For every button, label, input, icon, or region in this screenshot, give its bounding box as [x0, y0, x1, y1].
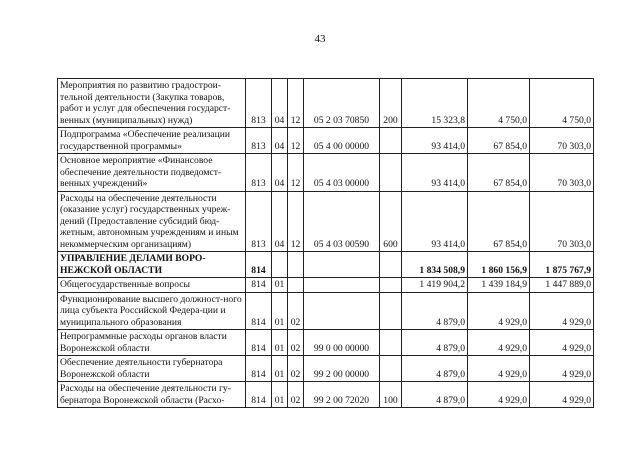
row-subsection-code: 12	[288, 128, 304, 154]
row-subsection-code: 02	[288, 356, 304, 382]
row-amount-year-1: 15 323,8	[402, 79, 468, 128]
row-name: Обеспечение деятельности губернатора Воронежской области	[58, 356, 246, 382]
row-target-article-code: 99 2 00 00000	[304, 356, 380, 382]
row-target-article-code	[304, 278, 380, 293]
table-row	[58, 278, 594, 293]
row-target-article-code: 05 4 03 00590	[304, 191, 380, 252]
row-name: Расходы на обеспечение деятельности (оказание услуг) государственных учреж-дений (Предоставление субсидий бюд-жетным, автономным учреждениям и иным некоммерческим организациям)	[58, 191, 246, 252]
table-row	[58, 330, 594, 356]
table-row	[58, 154, 594, 192]
row-name: Расходы на обеспечение деятельности гу-бернатора Воронежской области (Расхо-	[58, 382, 246, 408]
row-section-code: 01	[272, 278, 288, 293]
row-name: Подпрограмма «Обеспечение реализации государственной программы»	[58, 128, 246, 154]
row-amount-year-3: 4 929,0	[530, 292, 594, 330]
row-expense-type-code	[380, 128, 402, 154]
row-grbs-code: 814	[246, 252, 272, 278]
row-section-code: 01	[272, 292, 288, 330]
row-amount-year-2: 4 929,0	[468, 356, 530, 382]
row-subsection-code	[288, 252, 304, 278]
table-row	[58, 128, 594, 154]
row-subsection-code: 02	[288, 292, 304, 330]
row-expense-type-code	[380, 252, 402, 278]
row-grbs-code: 814	[246, 382, 272, 408]
row-subsection-code: 12	[288, 154, 304, 192]
row-amount-year-1: 1 419 904,2	[402, 278, 468, 293]
row-target-article-code	[304, 292, 380, 330]
row-amount-year-1: 93 414,0	[402, 191, 468, 252]
row-grbs-code: 813	[246, 191, 272, 252]
row-amount-year-3: 4 929,0	[530, 382, 594, 408]
row-amount-year-2: 1 860 156,9	[468, 252, 530, 278]
row-expense-type-code	[380, 356, 402, 382]
row-expense-type-code	[380, 292, 402, 330]
budget-table	[57, 78, 594, 408]
table-row	[58, 382, 594, 408]
row-amount-year-1: 93 414,0	[402, 128, 468, 154]
row-target-article-code: 99 2 00 72020	[304, 382, 380, 408]
row-grbs-code: 814	[246, 292, 272, 330]
row-subsection-code: 02	[288, 382, 304, 408]
row-expense-type-code: 600	[380, 191, 402, 252]
row-section-code: 04	[272, 191, 288, 252]
row-target-article-code: 05 4 03 00000	[304, 154, 380, 192]
table-row	[58, 356, 594, 382]
table-row	[58, 252, 594, 278]
row-amount-year-1: 4 879,0	[402, 292, 468, 330]
row-expense-type-code	[380, 278, 402, 293]
row-expense-type-code	[380, 330, 402, 356]
table-row	[58, 79, 594, 128]
row-subsection-code: 12	[288, 79, 304, 128]
row-amount-year-2: 67 854,0	[468, 128, 530, 154]
row-amount-year-3: 1 875 767,9	[530, 252, 594, 278]
row-target-article-code	[304, 252, 380, 278]
row-section-code: 01	[272, 330, 288, 356]
row-subsection-code: 12	[288, 191, 304, 252]
row-expense-type-code: 100	[380, 382, 402, 408]
page-number: 43	[314, 33, 326, 45]
row-target-article-code: 05 2 03 70850	[304, 79, 380, 128]
row-amount-year-2: 4 929,0	[468, 330, 530, 356]
row-amount-year-3: 70 303,0	[530, 128, 594, 154]
budget-table-body	[58, 79, 594, 408]
row-grbs-code: 813	[246, 128, 272, 154]
row-expense-type-code: 200	[380, 79, 402, 128]
row-grbs-code: 814	[246, 278, 272, 293]
row-section-code: 01	[272, 382, 288, 408]
row-amount-year-2: 1 439 184,9	[468, 278, 530, 293]
row-target-article-code: 99 0 00 00000	[304, 330, 380, 356]
row-amount-year-3: 70 303,0	[530, 154, 594, 192]
row-name: Непрограммные расходы органов власти Воронежской области	[58, 330, 246, 356]
row-amount-year-3: 4 750,0	[530, 79, 594, 128]
table-row	[58, 292, 594, 330]
row-amount-year-3: 1 447 889,0	[530, 278, 594, 293]
row-amount-year-1: 4 879,0	[402, 382, 468, 408]
row-name: Функционирование высшего должност-ного лица субъекта Российской Федера-ции и муниципального образования	[58, 292, 246, 330]
row-amount-year-2: 4 929,0	[468, 382, 530, 408]
row-subsection-code: 02	[288, 330, 304, 356]
row-expense-type-code	[380, 154, 402, 192]
row-section-code	[272, 252, 288, 278]
row-grbs-code: 813	[246, 154, 272, 192]
row-grbs-code: 814	[246, 330, 272, 356]
row-name: Основное мероприятие «Финансовое обеспечение деятельности подведомст-венных учреждений»	[58, 154, 246, 192]
row-target-article-code: 05 4 00 00000	[304, 128, 380, 154]
row-amount-year-3: 4 929,0	[530, 356, 594, 382]
row-amount-year-2: 67 854,0	[468, 154, 530, 192]
row-amount-year-3: 4 929,0	[530, 330, 594, 356]
row-grbs-code: 813	[246, 79, 272, 128]
row-section-code: 01	[272, 356, 288, 382]
row-section-code: 04	[272, 154, 288, 192]
row-amount-year-1: 1 834 508,9	[402, 252, 468, 278]
row-name: УПРАВЛЕНИЕ ДЕЛАМИ ВОРО-НЕЖСКОЙ ОБЛАСТИ	[58, 252, 246, 278]
row-amount-year-2: 4 929,0	[468, 292, 530, 330]
row-amount-year-2: 4 750,0	[468, 79, 530, 128]
row-name: Общегосударственные вопросы	[58, 278, 246, 293]
row-amount-year-3: 70 303,0	[530, 191, 594, 252]
row-amount-year-1: 4 879,0	[402, 356, 468, 382]
row-section-code: 04	[272, 128, 288, 154]
row-amount-year-1: 93 414,0	[402, 154, 468, 192]
row-amount-year-2: 67 854,0	[468, 191, 530, 252]
table-row	[58, 191, 594, 252]
row-name: Мероприятия по развитию градострои-тельной деятельности (Закупка товаров, работ и услуг для обеспечения государст-венных (муниципальных) нужд)	[58, 79, 246, 128]
row-amount-year-1: 4 879,0	[402, 330, 468, 356]
row-section-code: 04	[272, 79, 288, 128]
row-subsection-code	[288, 278, 304, 293]
row-grbs-code: 814	[246, 356, 272, 382]
